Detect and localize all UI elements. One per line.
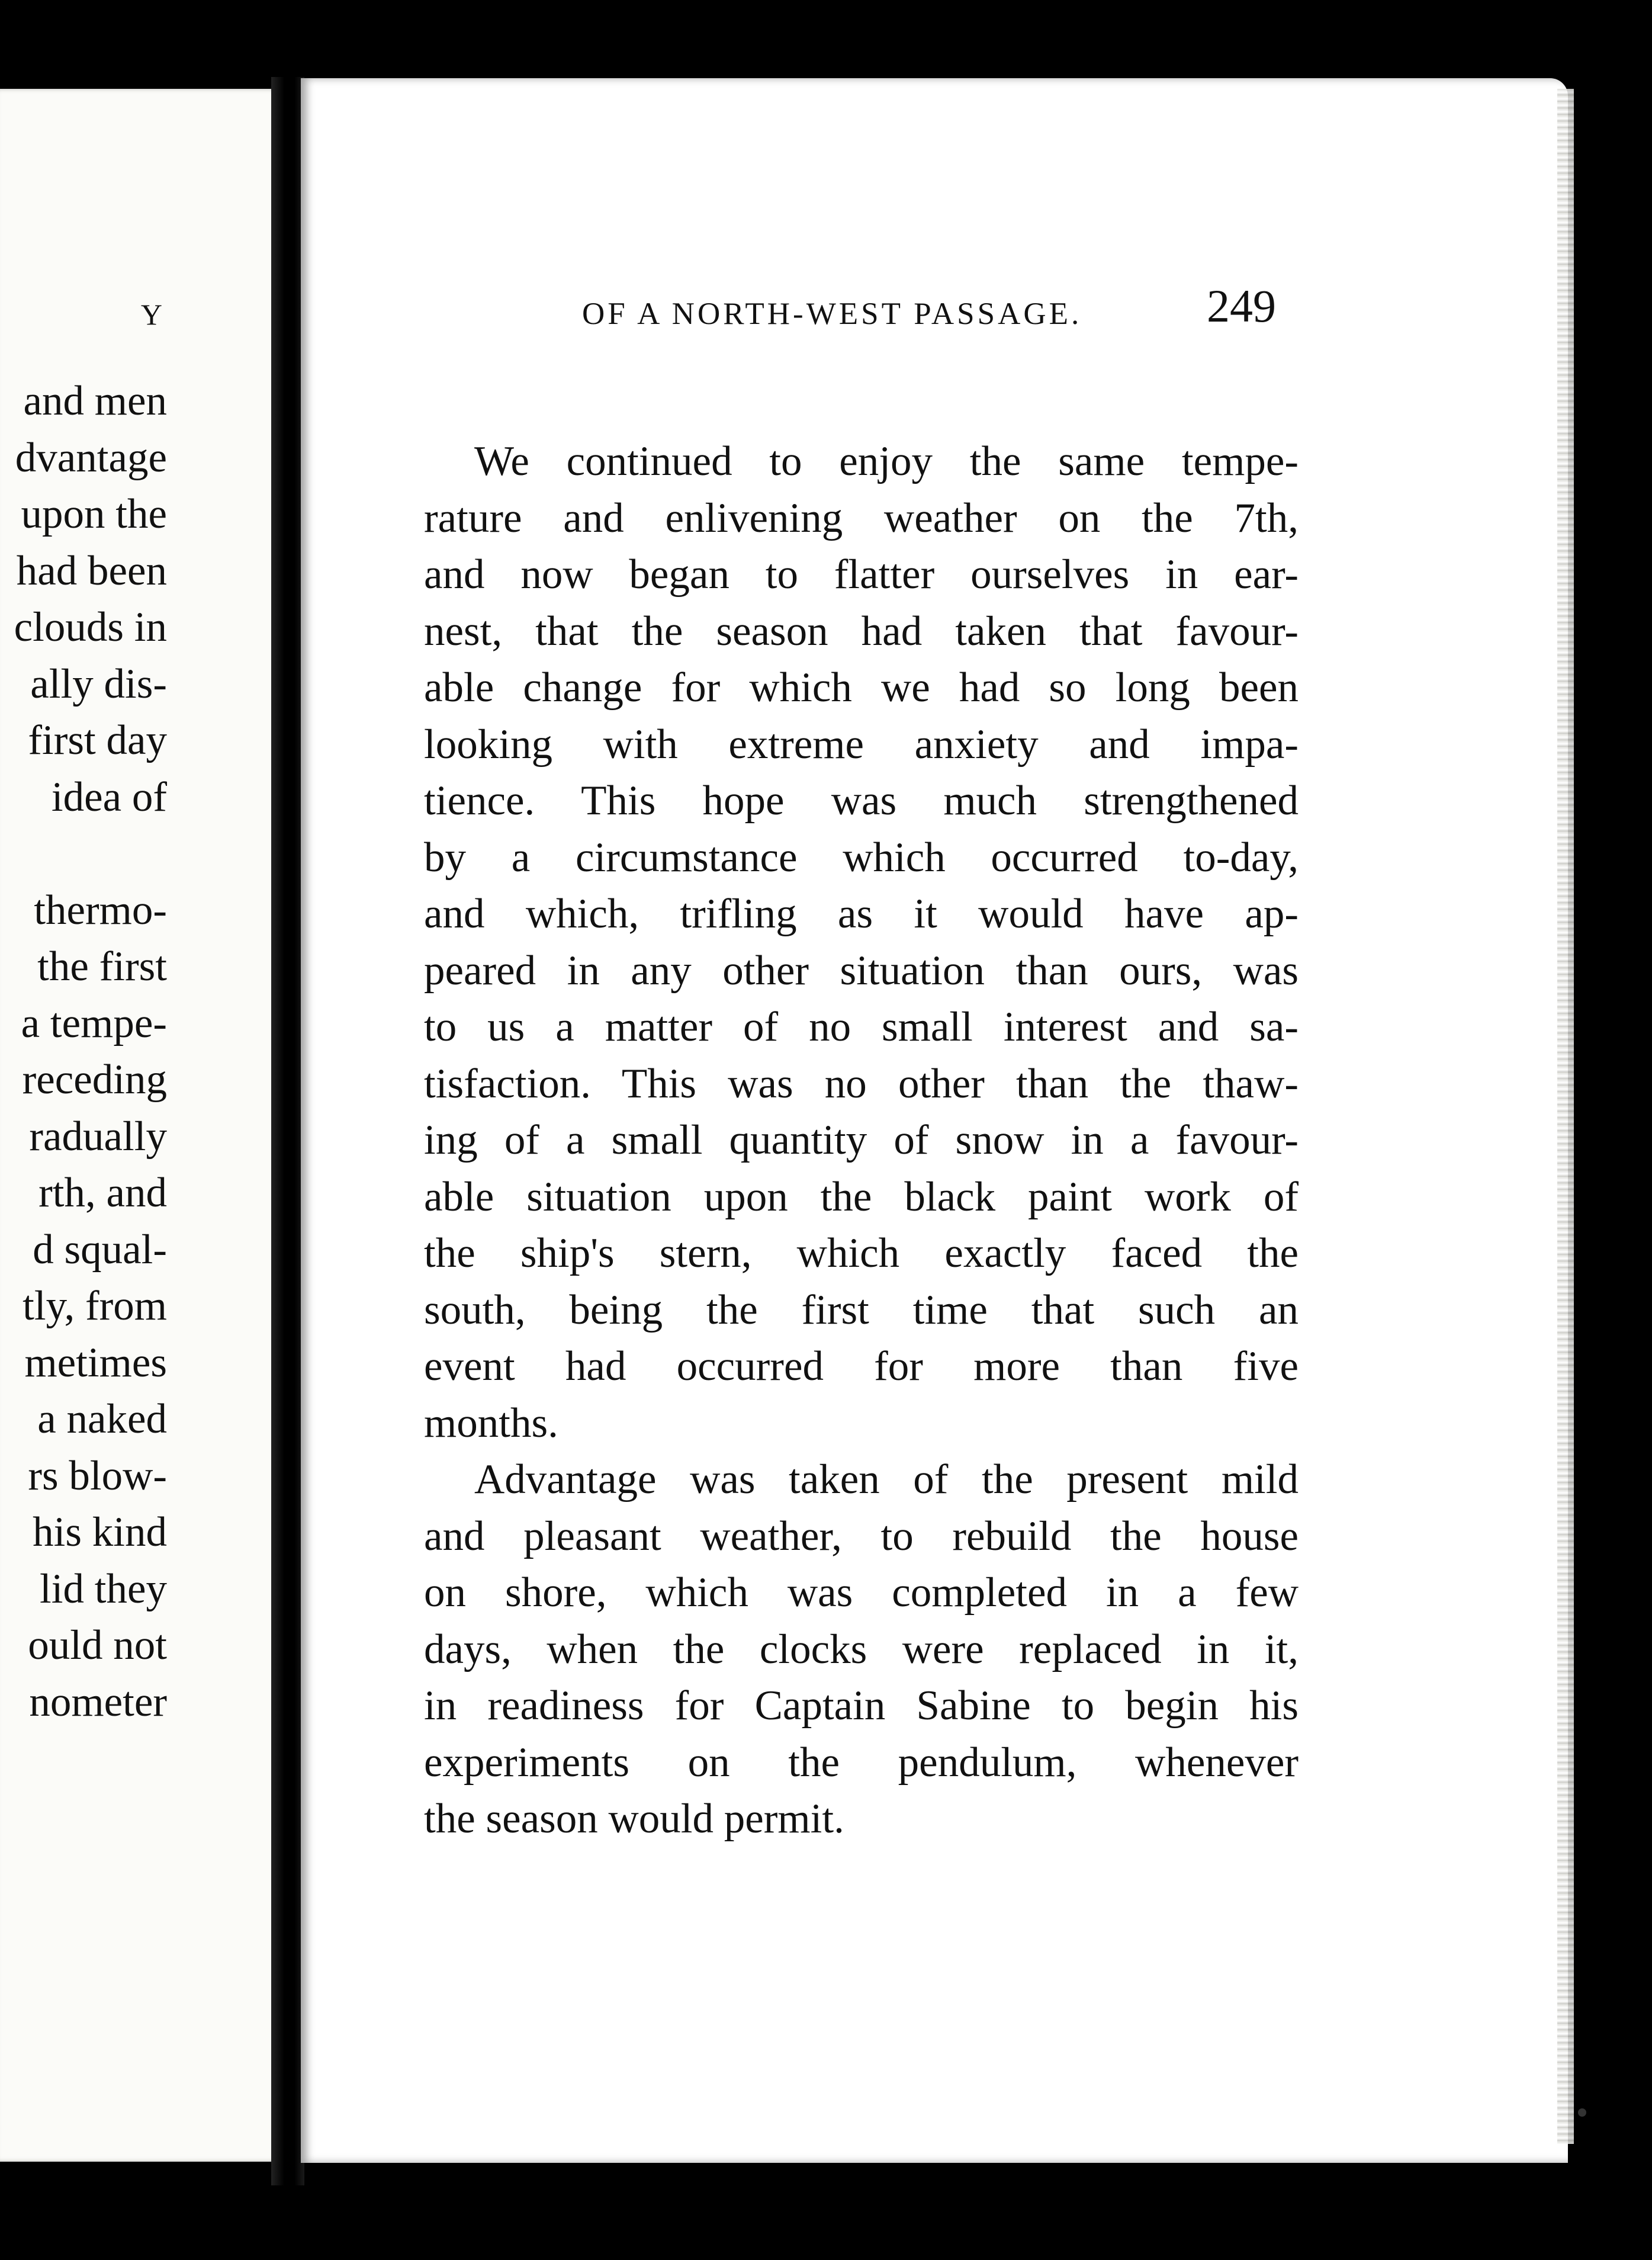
left-text-line: upon the — [21, 491, 167, 537]
text-line: on shore, which was completed in a few — [424, 1569, 1299, 1616]
left-running-head-fragment: Y — [140, 298, 166, 331]
left-page — [0, 89, 278, 2162]
text-line: and pleasant weather, to rebuild the house — [424, 1513, 1299, 1559]
text-line: able change for which we had so long been — [424, 664, 1299, 711]
text-line: the ship's stern, which exactly faced the — [424, 1230, 1299, 1276]
left-text-line: the first — [37, 943, 167, 990]
text-line: the season would permit. — [424, 1796, 844, 1842]
paragraph — [424, 1452, 1299, 1848]
paragraph-gap — [0, 826, 167, 882]
book-gutter — [271, 77, 304, 2185]
left-text-line: idea of — [51, 773, 167, 820]
text-line: peared in any other situation than ours, was — [424, 947, 1299, 994]
text-line: looking with extreme anxiety and impa- — [424, 721, 1299, 768]
left-text-line: nometer — [29, 1678, 167, 1725]
left-text-line: a tempe- — [21, 1000, 167, 1046]
text-line: in readiness for Captain Sabine to begin his — [424, 1683, 1299, 1729]
right-page — [301, 78, 1568, 2163]
left-text-line: metimes — [24, 1339, 167, 1386]
body-text — [424, 434, 1299, 1848]
left-text-line: tly, from — [23, 1283, 167, 1329]
left-text-line: clouds in — [14, 604, 167, 650]
left-text-line: receding — [22, 1057, 167, 1103]
text-line: to us a matter of no small interest and sa- — [424, 1004, 1299, 1050]
left-text-line: d squal- — [33, 1226, 167, 1273]
left-text-line: a naked — [37, 1396, 167, 1442]
left-text-line: had been — [16, 547, 167, 594]
text-line: and which, trifling as it would have ap- — [424, 891, 1299, 937]
text-line: days, when the clocks were replaced in it, — [424, 1626, 1299, 1672]
running-head-title: OF A NORTH-WEST PASSAGE. — [582, 297, 1082, 331]
left-text-line: first day — [28, 717, 167, 763]
text-line: months. — [424, 1399, 558, 1446]
text-line: able situation upon the black paint work of — [424, 1173, 1299, 1220]
page-number: 249 — [1207, 280, 1276, 332]
text-line: nest, that the season had taken that favour- — [424, 608, 1299, 654]
left-text-line: and men — [23, 378, 167, 424]
left-text-line: ally dis- — [30, 660, 167, 707]
text-line: experiments on the pendulum, whenever — [424, 1739, 1299, 1786]
paragraph — [424, 434, 1299, 1452]
text-line: south, being the first time that such an — [424, 1286, 1299, 1333]
left-text-line: his kind — [33, 1509, 167, 1555]
left-text-line: rth, and — [38, 1170, 167, 1216]
left-text-line: rs blow- — [28, 1452, 167, 1499]
left-page-text — [0, 373, 167, 1731]
dust-speck — [1578, 2108, 1586, 2117]
text-line: tience. This hope was much strengthened — [424, 778, 1299, 824]
text-line: and now began to flatter ourselves in ear- — [424, 551, 1299, 598]
text-line: event had occurred for more than five — [424, 1343, 1299, 1389]
left-text-line: radually — [29, 1113, 167, 1160]
page-edge — [1557, 89, 1574, 2144]
text-line: tisfaction. This was no other than the thaw- — [424, 1060, 1299, 1107]
text-line: rature and enlivening weather on the 7th, — [424, 495, 1299, 541]
text-line: Advantage was taken of the present mild — [474, 1456, 1299, 1503]
left-text-line: ould not — [28, 1622, 167, 1668]
dust-speck — [47, 52, 53, 57]
text-line: We continued to enjoy the same tempe- — [474, 438, 1299, 484]
text-line: by a circumstance which occurred to-day, — [424, 834, 1299, 881]
left-text-line: lid they — [40, 1565, 167, 1612]
text-line: ing of a small quantity of snow in a favour- — [424, 1117, 1299, 1163]
left-text-line: thermo- — [34, 887, 167, 933]
left-text-line: dvantage — [15, 434, 167, 481]
